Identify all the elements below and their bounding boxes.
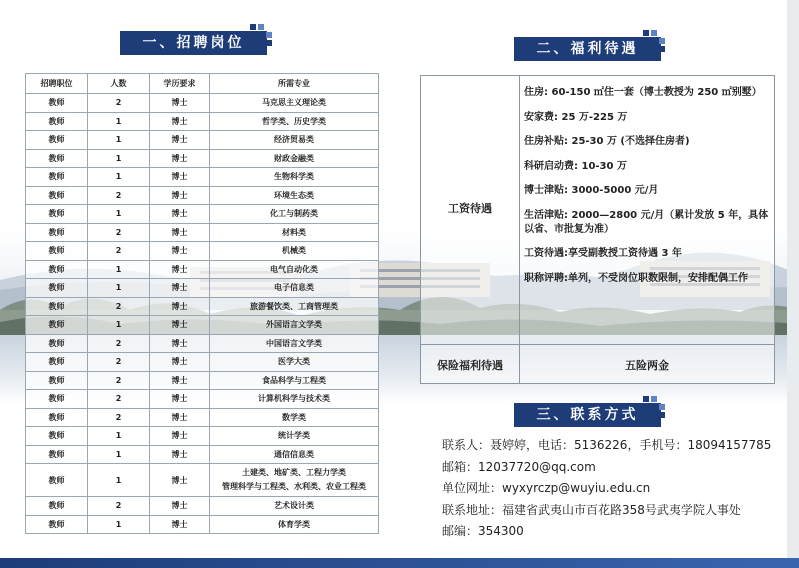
cell-count: 1 <box>88 464 150 497</box>
table-row <box>26 371 379 390</box>
cell-degree: 博士 <box>150 242 210 261</box>
cell-count: 1 <box>88 279 150 298</box>
welfare-section-title: 二、福利待遇 <box>514 37 661 61</box>
cell-position: 教师 <box>26 131 88 150</box>
cell-count: 1 <box>88 445 150 464</box>
cell-count: 2 <box>88 334 150 353</box>
cell-major: 机械类 <box>210 242 379 261</box>
cell-major-line1: 土建类、地矿类、工程力学类 <box>242 468 346 477</box>
insurance-category-label: 保险福利待遇 <box>437 359 503 372</box>
cell-major: 电子信息类 <box>210 279 379 298</box>
header-position: 招聘职位 <box>26 74 88 94</box>
cell-count: 1 <box>88 131 150 150</box>
cell-position: 教师 <box>26 427 88 446</box>
table-row <box>26 112 379 131</box>
cell-degree: 博士 <box>150 316 210 335</box>
cell-major: 中国语言文学类 <box>210 334 379 353</box>
table-row <box>26 223 379 242</box>
cell-count: 2 <box>88 223 150 242</box>
page-edge <box>787 0 799 568</box>
cell-degree: 博士 <box>150 445 210 464</box>
cell-major: 医学大类 <box>210 353 379 372</box>
table-row <box>26 186 379 205</box>
contact-email[interactable]: 邮箱：12037720@qq.com <box>442 459 596 474</box>
cell-degree: 博士 <box>150 353 210 372</box>
cell-degree: 博士 <box>150 427 210 446</box>
cell-position: 教师 <box>26 390 88 409</box>
contact-website[interactable]: 单位网址：wyxyrczp@wuyiu.edu.cn <box>442 481 651 496</box>
cell-major: 环境生态类 <box>210 186 379 205</box>
table-row <box>26 297 379 316</box>
cell-position: 教师 <box>26 186 88 205</box>
header-degree: 学历要求 <box>150 74 210 94</box>
table-row <box>26 353 379 372</box>
cell-degree: 博士 <box>150 205 210 224</box>
header-major: 所需专业 <box>210 74 379 94</box>
table-row <box>26 515 379 534</box>
cell-major: 经济贸易类 <box>210 131 379 150</box>
welfare-item: 科研启动费: 10-30 万 <box>524 160 627 172</box>
cell-count: 2 <box>88 371 150 390</box>
cell-degree: 博士 <box>150 390 210 409</box>
cell-degree: 博士 <box>150 515 210 534</box>
cell-position: 教师 <box>26 112 88 131</box>
cell-degree: 博士 <box>150 297 210 316</box>
recruit-table <box>25 73 379 534</box>
cell-major: 体育学类 <box>210 515 379 534</box>
divider <box>519 76 520 383</box>
cell-count: 1 <box>88 168 150 187</box>
table-row <box>26 260 379 279</box>
header-count: 人数 <box>88 74 150 94</box>
cell-major: 旅游餐饮类、工商管理类 <box>210 297 379 316</box>
table-row <box>26 168 379 187</box>
cell-degree: 博士 <box>150 149 210 168</box>
cell-position: 教师 <box>26 445 88 464</box>
welfare-item: 住房: 60-150 ㎡住一套（博士教授为 250 ㎡别墅） <box>524 87 762 98</box>
cell-major-line2: 管理科学与工程类、水利类、农业工程类 <box>222 482 366 491</box>
cell-count: 2 <box>88 353 150 372</box>
salary-category-label: 工资待遇 <box>448 202 492 215</box>
contact-info <box>442 435 787 543</box>
table-row <box>26 242 379 261</box>
table-row <box>26 408 379 427</box>
cell-degree: 博士 <box>150 186 210 205</box>
decorative-squares-icon <box>643 30 665 52</box>
welfare-table <box>420 75 775 384</box>
divider <box>421 344 774 345</box>
cell-major: 艺术设计类 <box>210 497 379 516</box>
cell-major: 哲学类、历史学类 <box>210 112 379 131</box>
decorative-squares-icon <box>643 396 665 418</box>
welfare-item: 工资待遇:享受副教授工资待遇 3 年 <box>524 248 682 259</box>
cell-position: 教师 <box>26 223 88 242</box>
cell-count: 1 <box>88 427 150 446</box>
cell-degree: 博士 <box>150 168 210 187</box>
cell-position: 教师 <box>26 316 88 335</box>
table-row <box>26 149 379 168</box>
cell-position: 教师 <box>26 297 88 316</box>
cell-degree: 博士 <box>150 334 210 353</box>
cell-count: 2 <box>88 242 150 261</box>
bottom-accent-bar <box>0 558 799 568</box>
contact-address: 联系地址：福建省武夷山市百花路358号武夷学院人事处 <box>442 502 741 517</box>
table-row <box>26 316 379 335</box>
cell-major: 食品科学与工程类 <box>210 371 379 390</box>
table-row <box>26 464 379 497</box>
cell-degree: 博士 <box>150 279 210 298</box>
table-row <box>26 390 379 409</box>
table-row <box>26 334 379 353</box>
cell-major: 统计学类 <box>210 427 379 446</box>
cell-degree: 博士 <box>150 497 210 516</box>
insurance-value: 五险两金 <box>625 359 669 372</box>
welfare-item: 住房补贴: 25-30 万 (不选择住房者) <box>524 136 690 147</box>
cell-degree: 博士 <box>150 131 210 150</box>
table-row <box>26 94 379 113</box>
contact-person: 联系人：聂婷婷，电话：5136226，手机号：18094157785 <box>442 438 772 452</box>
cell-position: 教师 <box>26 334 88 353</box>
cell-count: 1 <box>88 316 150 335</box>
cell-position: 教师 <box>26 353 88 372</box>
cell-degree: 博士 <box>150 260 210 279</box>
cell-position: 教师 <box>26 497 88 516</box>
cell-degree: 博士 <box>150 371 210 390</box>
cell-position: 教师 <box>26 371 88 390</box>
cell-position: 教师 <box>26 408 88 427</box>
cell-count: 2 <box>88 408 150 427</box>
cell-degree: 博士 <box>150 112 210 131</box>
cell-position: 教师 <box>26 149 88 168</box>
cell-major: 通信信息类 <box>210 445 379 464</box>
cell-degree: 博士 <box>150 94 210 113</box>
welfare-item: 生活津贴: 2000—2800 元/月（累计发放 5 年，具体以省、市批复为准） <box>524 209 769 235</box>
table-row <box>26 445 379 464</box>
cell-major <box>210 464 379 497</box>
cell-count: 2 <box>88 94 150 113</box>
cell-position: 教师 <box>26 94 88 113</box>
table-row <box>26 427 379 446</box>
table-row <box>26 497 379 516</box>
cell-count: 1 <box>88 205 150 224</box>
recruit-section-title: 一、招聘岗位 <box>120 31 267 55</box>
cell-position: 教师 <box>26 464 88 497</box>
cell-major: 材料类 <box>210 223 379 242</box>
cell-position: 教师 <box>26 279 88 298</box>
table-row <box>26 279 379 298</box>
cell-count: 2 <box>88 186 150 205</box>
cell-major: 财政金融类 <box>210 149 379 168</box>
cell-major: 马克思主义理论类 <box>210 94 379 113</box>
cell-degree: 博士 <box>150 223 210 242</box>
welfare-item: 博士津贴: 3000-5000 元/月 <box>524 185 659 196</box>
cell-degree: 博士 <box>150 464 210 497</box>
cell-count: 1 <box>88 149 150 168</box>
cell-major: 数学类 <box>210 408 379 427</box>
cell-position: 教师 <box>26 242 88 261</box>
cell-count: 1 <box>88 515 150 534</box>
cell-position: 教师 <box>26 515 88 534</box>
cell-count: 2 <box>88 497 150 516</box>
welfare-item: 安家费: 25 万-225 万 <box>524 111 628 123</box>
cell-count: 1 <box>88 112 150 131</box>
table-row <box>26 205 379 224</box>
contact-postcode: 邮编：354300 <box>442 524 524 539</box>
cell-major: 计算机科学与技术类 <box>210 390 379 409</box>
cell-position: 教师 <box>26 168 88 187</box>
cell-count: 1 <box>88 260 150 279</box>
cell-major: 电气自动化类 <box>210 260 379 279</box>
cell-major: 化工与制药类 <box>210 205 379 224</box>
cell-major: 外国语言文学类 <box>210 316 379 335</box>
table-row <box>26 131 379 150</box>
decorative-squares-icon <box>250 24 272 46</box>
welfare-item: 职称评聘:单列，不受岗位职数限制，安排配偶工作 <box>524 272 748 284</box>
cell-count: 2 <box>88 390 150 409</box>
cell-position: 教师 <box>26 205 88 224</box>
cell-degree: 博士 <box>150 408 210 427</box>
contact-section-title: 三、联系方式 <box>514 403 661 427</box>
cell-position: 教师 <box>26 260 88 279</box>
cell-major: 生物科学类 <box>210 168 379 187</box>
table-header-row <box>26 74 379 94</box>
cell-count: 2 <box>88 297 150 316</box>
welfare-items <box>524 86 771 296</box>
